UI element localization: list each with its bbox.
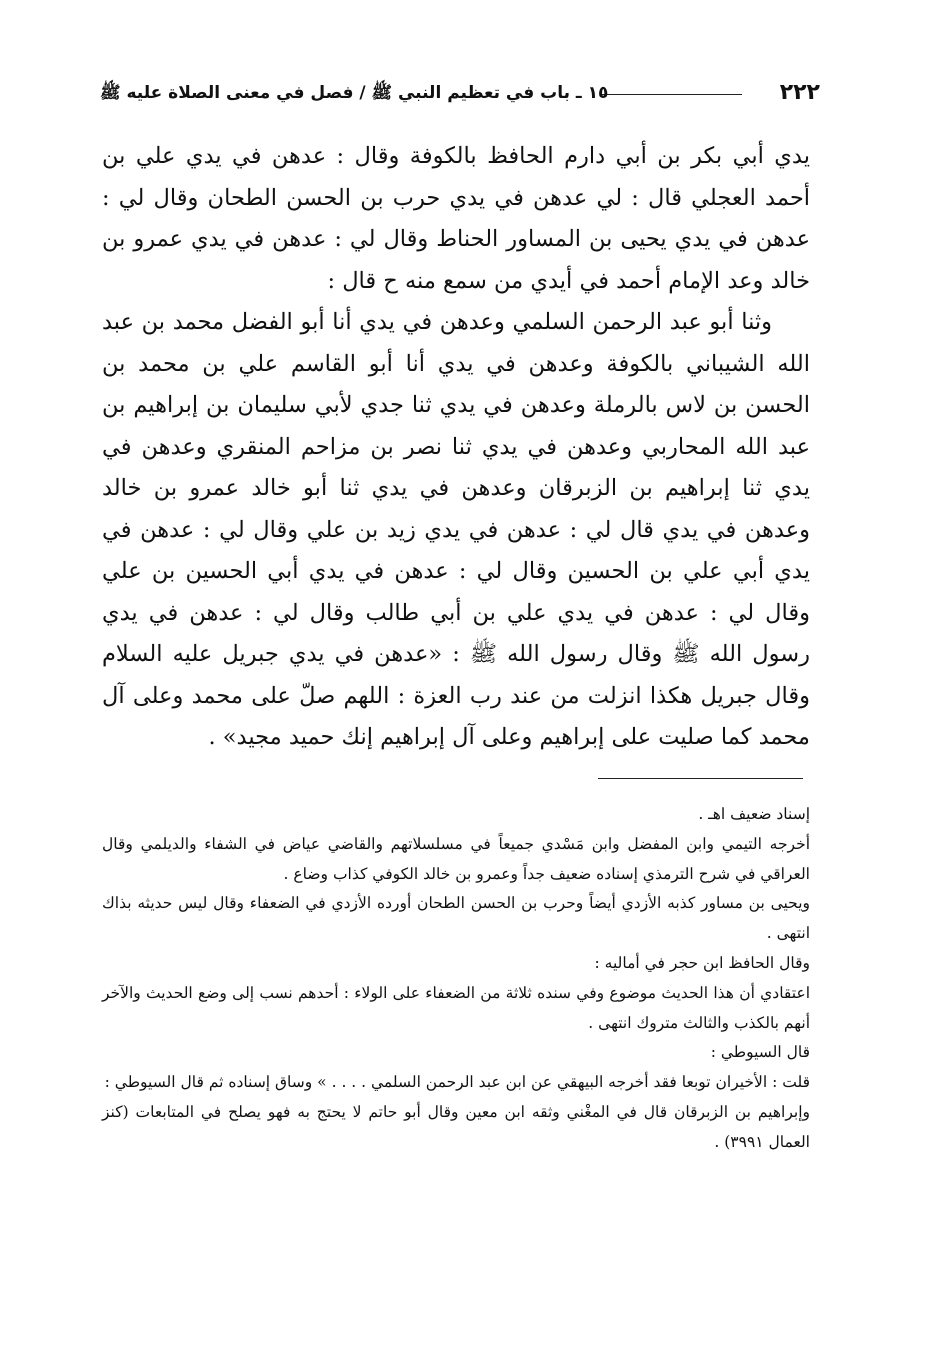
- footnote-separator: [598, 778, 803, 779]
- footnote-line: قلت : الأخيران توبعا فقد أخرجه البيهقي عن ابن عبد الرحمن السلمي . . . . » وساق إسناده ثم قال السيوطي :: [104, 1073, 810, 1092]
- body-paragraph: وثنا أبو عبد الرحمن السلمي وعدهن في يدي أنا أبو الفضل محمد بن عبد الله الشيباني بالكوفة وعدهن في يدي أنا أبو القاسم علي بن محمد بن الحسن بن لاس بالرملة وعدهن في يدي ثنا جدي لأبي سليمان بن إبراهيم بن عبد الله المحاربي وعدهن في يدي ثنا نصر بن مزاحم المنقري وعدهن في يدي ثنا إبراهيم بن الزبرقان وعدهن في يدي ثنا أبو خالد عمرو بن خالد وعدهن في يدي قال لي : عدهن في يدي زيد بن علي وقال لي : عدهن في يدي أبي علي بن الحسين وقال لي : عدهن في يدي أبي الحسين بن علي وقال لي : عدهن في يدي علي بن أبي طالب وقال لي : عدهن في يدي رسول الله ﷺ وقال رسول الله ﷺ : «عدهن في يدي جبريل عليه السلام وقال جبريل هكذا انزلت من عند رب العزة : اللهم صلّ على محمد وعلى آل محمد كما صليت على إبراهيم وعلى آل إبراهيم إنك حميد مجيد» .: [102, 309, 810, 750]
- footnote-line: وقال الحافظ ابن حجر في أماليه :: [594, 953, 810, 972]
- footnotes: [102, 800, 810, 1158]
- body-paragraph: يدي أبي بكر بن أبي دارم الحافظ بالكوفة وقال : عدهن في يدي علي بن أحمد العجلي قال : لي عدهن في يدي حرب بن الحسن الطحان وقال لي : عدهن في يدي يحيى بن المساور الحناط وقال لي : عدهن في يدي عمرو بن خالد وعد الإمام أحمد في أيدي من سمع منه ح قال :: [102, 143, 810, 294]
- running-title: ١٥ ـ باب في تعظيم النبي ﷺ / فصل في معنى الصلاة عليه ﷺ: [100, 83, 609, 103]
- page-number: ٢٢٢: [779, 80, 820, 105]
- footnote-line: اعتقادي أن هذا الحديث موضوع وفي سنده ثلاثة من الضعفاء على الولاء : أحدهم نسب إلى وضع الحديث والآخر أنهم بالكذب والثالث متروك انتهى .: [102, 983, 810, 1032]
- footnote-line: إسناد ضعيف اهـ .: [698, 805, 810, 823]
- main-text: [102, 136, 810, 759]
- footnote-line: قال السيوطي :: [710, 1043, 810, 1062]
- header-rule: [602, 94, 742, 95]
- footnote-line: وإبراهيم بن الزبرقان قال في المغْني وثقه ابن معين وقال أبو حاتم لا يحتج به فهو يصلح في المتابعات (كنز العمال ٣٩٩١) .: [102, 1102, 810, 1151]
- running-header: [100, 78, 820, 114]
- footnote-line: أخرجه التيمي وابن المفضل وابن مَسْدي جميعاً في مسلسلاتهم والقاضي عياض في الشفاء والديلمي وقال العراقي في شرح الترمذي إسناده ضعيف جداً وعمرو بن خالد الكوفي كذاب وضاع .: [102, 834, 810, 883]
- footnote-line: ويحيى بن مساور كذبه الأزدي أيضاً وحرب بن الحسن الطحان أورده الأزدي في الضعفاء وقال ليس حديثه بذاك انتهى .: [102, 894, 810, 943]
